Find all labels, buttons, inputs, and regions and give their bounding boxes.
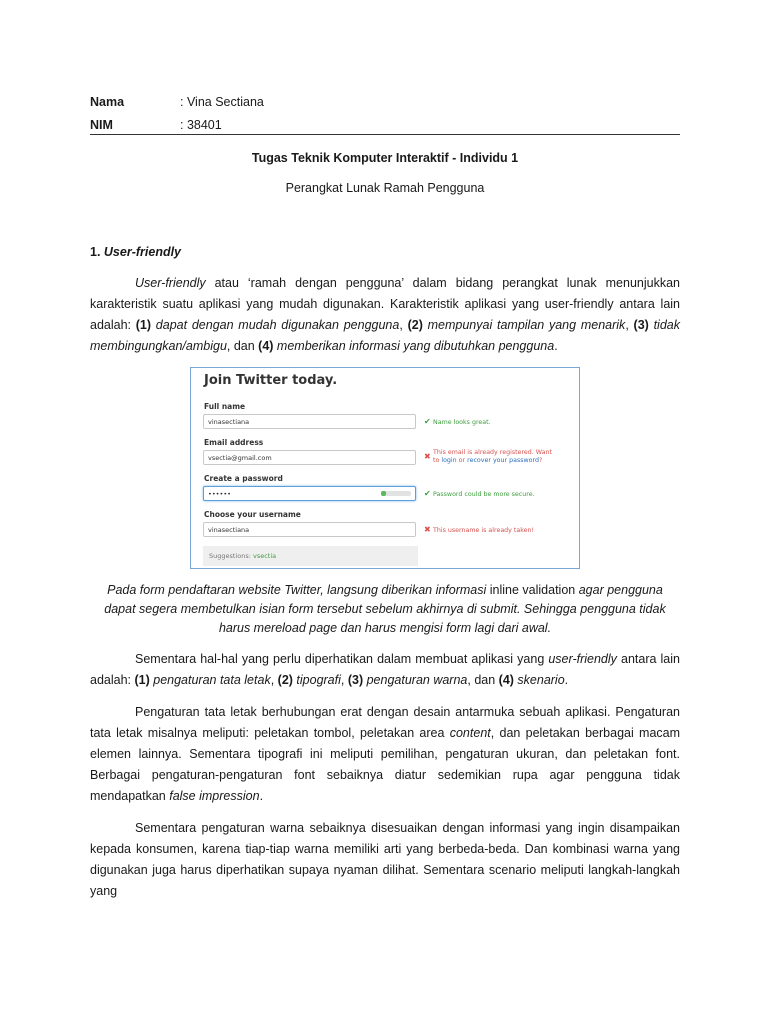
email-message (424, 449, 552, 465)
section-title: User-friendly (103, 245, 182, 259)
username-message-text: This username is already taken! (433, 527, 535, 534)
p1-seg: atau ‘ramah dengan pengguna’ dalam bidang perangkat lunak menunjukkan karakteristik suatu aplikasi yang mudah digunakan. Karakteristik aplikasi yang user-friendly antara lain adalah: (90, 276, 680, 332)
username-input[interactable]: vinasectiana (203, 522, 416, 537)
section-heading (90, 245, 181, 259)
p4-seg: Sementara pengaturan warna sebaiknya disesuaikan dengan informasi yang ingin disampaikan kepada konsumen, karena tiap-tiap warna memiliki arti yang berbeda-beda. Dan kombinasi warna yang digunakan juga harus diperhatikan supaya nyaman dilihat. Sementara scenario meliputi langkah-langkah yang (90, 821, 680, 898)
password-input[interactable] (203, 486, 416, 501)
name-label: Nama (90, 95, 125, 109)
cross-icon: ✖ (424, 452, 431, 461)
email-message-end: ? (539, 457, 543, 464)
p1-seg: , (399, 318, 408, 332)
suggestions-label: Suggestions: (209, 552, 253, 560)
p2-seg: antara lain adalah: (90, 652, 680, 687)
p2-num: (2) (277, 673, 293, 687)
p2-seg: Sementara hal-hal yang perlu diperhatikan dalam membuat aplikasi yang (135, 652, 549, 666)
suggestion-link[interactable]: vsectia (252, 552, 277, 560)
p1-item: memberikan informasi yang dibutuhkan pengguna (273, 339, 555, 353)
p1-num: (2) (407, 318, 423, 332)
email-message-mid: or (456, 457, 468, 464)
recover-password-link[interactable]: recover your password (467, 457, 540, 464)
p2-item: pengaturan warna (363, 673, 468, 687)
p1-seg: . (554, 339, 558, 353)
p1-num: (1) (135, 318, 152, 332)
caption-seg: agar pengguna dapat segera membetulkan isian form tersebut sebelum akhirnya di submit. Sehingga pengguna tidak harus mereload page dan harus mengisi form lagi dari awal. (104, 583, 666, 635)
p2-seg: , (340, 673, 348, 687)
email-message-line1: This email is already registered. Want (433, 449, 552, 456)
cross-icon: ✖ (424, 525, 431, 534)
p2-item: skenario (513, 673, 565, 687)
caption-seg: inline validation (489, 583, 576, 597)
p3-seg: . (259, 789, 264, 803)
p2-seg: . (564, 673, 569, 687)
section-number: 1. (90, 245, 104, 259)
p1-item: tidak membingungkan/ambigu (90, 318, 680, 353)
header-divider (90, 134, 680, 135)
p1-num: (4) (258, 339, 274, 353)
password-strength-fill (381, 491, 386, 496)
p1-seg: , dan (226, 339, 259, 353)
nim-label: NIM (90, 118, 113, 132)
paragraph-3 (90, 702, 680, 807)
p1-seg: User-friendly (135, 276, 206, 290)
username-label: Choose your username (204, 510, 301, 519)
p2-seg: , (270, 673, 278, 687)
fullname-message-text: Name looks great. (433, 419, 491, 426)
password-value: •••••• (208, 490, 232, 498)
document-title: Tugas Teknik Komputer Interaktif - Individu 1 (251, 151, 519, 165)
p2-num: (4) (498, 673, 514, 687)
username-suggestions (203, 546, 418, 566)
password-label: Create a password (204, 474, 283, 483)
check-icon: ✔ (424, 489, 431, 498)
paragraph-4 (90, 818, 680, 902)
p2-item: tipografi (292, 673, 341, 687)
username-message (424, 526, 534, 535)
figure-caption (90, 581, 680, 638)
twitter-signup-figure (190, 367, 580, 569)
p2-num: (1) (134, 673, 150, 687)
fullname-input[interactable]: vinasectiana (203, 414, 416, 429)
login-link[interactable]: login (441, 457, 457, 464)
twitter-form-title: Join Twitter today. (204, 373, 338, 388)
caption-seg: Pada form pendaftaran website Twitter, langsung diberikan informasi (107, 583, 490, 597)
p1-num: (3) (633, 318, 649, 332)
p2-item: user-friendly (548, 652, 617, 666)
password-message-text: Password could be more secure. (433, 491, 535, 498)
name-value: : Vina Sectiana (180, 95, 264, 109)
p3-seg: , dan peletakan berbagai macam elemen lainnya. Sementara tipografi ini meliputi pemilihan, pengaturan ukuran, dan peletakan font. Berbagai pengaturan-pengaturan font sebaiknya diatur sedemikian rupa agar pengguna tidak mendapatkan (90, 726, 681, 803)
email-message-pre: to (433, 457, 442, 464)
nim-value: : 38401 (180, 118, 222, 132)
p3-item: false impression (169, 789, 260, 803)
password-message (424, 490, 535, 499)
password-strength-meter (381, 491, 411, 496)
p1-seg: , (625, 318, 634, 332)
fullname-label: Full name (204, 402, 246, 411)
email-input[interactable]: vsectia@gmail.com (203, 450, 416, 465)
p1-item: mempunyai tampilan yang menarik (422, 318, 626, 332)
p2-item: pengaturan tata letak (149, 673, 271, 687)
p2-num: (3) (347, 673, 364, 687)
paragraph-1 (90, 273, 680, 357)
p1-item: dapat dengan mudah digunakan pengguna (151, 318, 400, 332)
p3-seg: Pengaturan tata letak berhubungan erat dengan desain antarmuka sebuah aplikasi. Pengaturan tata letak misalnya meliputi: peletakan tombol, peletakan area (90, 705, 680, 740)
p3-item: content (449, 726, 491, 740)
paragraph-2 (90, 649, 680, 691)
fullname-message (424, 418, 491, 427)
p2-seg: , dan (467, 673, 499, 687)
email-label: Email address (204, 438, 264, 447)
check-icon: ✔ (424, 417, 431, 426)
document-subtitle: Perangkat Lunak Ramah Pengguna (285, 181, 485, 195)
